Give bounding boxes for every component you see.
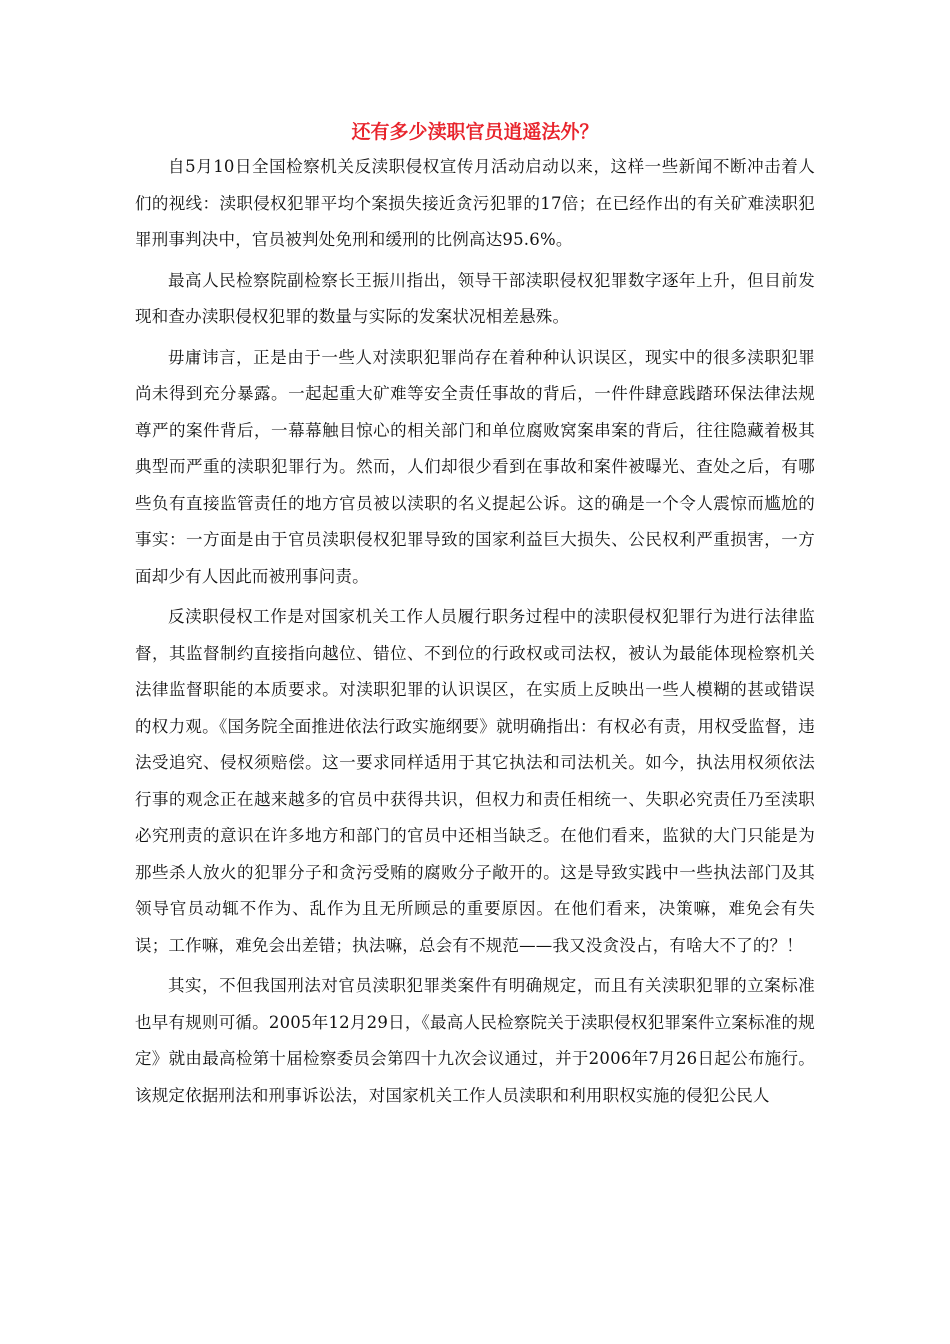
paragraph-3: 毋庸讳言，正是由于一些人对渎职犯罪尚存在着种种认识误区，现实中的很多渎职犯罪尚未得到充分暴露。一起起重大矿难等安全责任事故的背后，一件件肆意践踏环保法律法规尊严的案件背后，一幕幕触目惊心的相关部门和单位腐败窝案串案的背后，往往隐藏着极其典型而严重的渎职犯罪行为。然而，人们却很少看到在事故和案件被曝光、查处之后，有哪些负有直接监管责任的地方官员被以渎职的名义提起公诉。这的确是一个令人震惊而尴尬的事实：一方面是由于官员渎职侵权犯罪导致的国家利益巨大损失、公民权利严重损害，一方面却少有人因此而被刑事问责。 xyxy=(135,347,815,586)
paragraph-5: 其实，不但我国刑法对官员渎职犯罪类案件有明确规定，而且有关渎职犯罪的立案标准也早有规则可循。2005年12月29日，《最高人民检察院关于渎职侵权犯罪案件立案标准的规定》就由最高检第十届检察委员会第四十九次会议通过，并于2006年7月26日起公布施行。该规定依据刑法和刑事诉讼法，对国家机关工作人员渎职和利用职权实施的侵犯公民人 xyxy=(135,976,815,1105)
paragraph-1: 自5月10日全国检察机关反渎职侵权宣传月活动启动以来，这样一些新闻不断冲击着人们的视线：渎职侵权犯罪平均个案损失接近贪污犯罪的17倍；在已经作出的有关矿难渎职犯罪刑事判决中，官员被判处免刑和缓刑的比例高达95.6%。 xyxy=(135,157,815,249)
article-title: 还有多少渎职官员逍遥法外？ xyxy=(351,121,599,143)
paragraph-4: 反渎职侵权工作是对国家机关工作人员履行职务过程中的渎职侵权犯罪行为进行法律监督，其监督制约直接指向越位、错位、不到位的行政权或司法权，被认为最能体现检察机关法律监督职能的本质要求。对渎职犯罪的认识误区，在实质上反映出一些人模糊的甚或错误的权力观。《国务院全面推进依法行政实施纲要》就明确指出：有权必有责，用权受监督，违法受追究、侵权须赔偿。这一要求同样适用于其它执法和司法机关。如今，执法用权须依法行事的观念正在越来越多的官员中获得共识，但权力和责任相统一、失职必究责任乃至渎职必究刑责的意识在许多地方和部门的官员中还相当缺乏。在他们看来，监狱的大门只能是为那些杀人放火的犯罪分子和贪污受贿的腐败分子敞开的。这是导致实践中一些执法部门及其领导官员动辄不作为、乱作为且无所顾忌的重要原因。在他们看来，决策嘛，难免会有失误；工作嘛，难免会出差错；执法嘛，总会有不规范——我又没贪没占，有啥大不了的？！ xyxy=(135,607,815,955)
article-body xyxy=(135,149,815,1118)
paragraph-2: 最高人民检察院副检察长王振川指出，领导干部渎职侵权犯罪数字逐年上升，但目前发现和查办渎职侵权犯罪的数量与实际的发案状况相差悬殊。 xyxy=(135,270,815,326)
